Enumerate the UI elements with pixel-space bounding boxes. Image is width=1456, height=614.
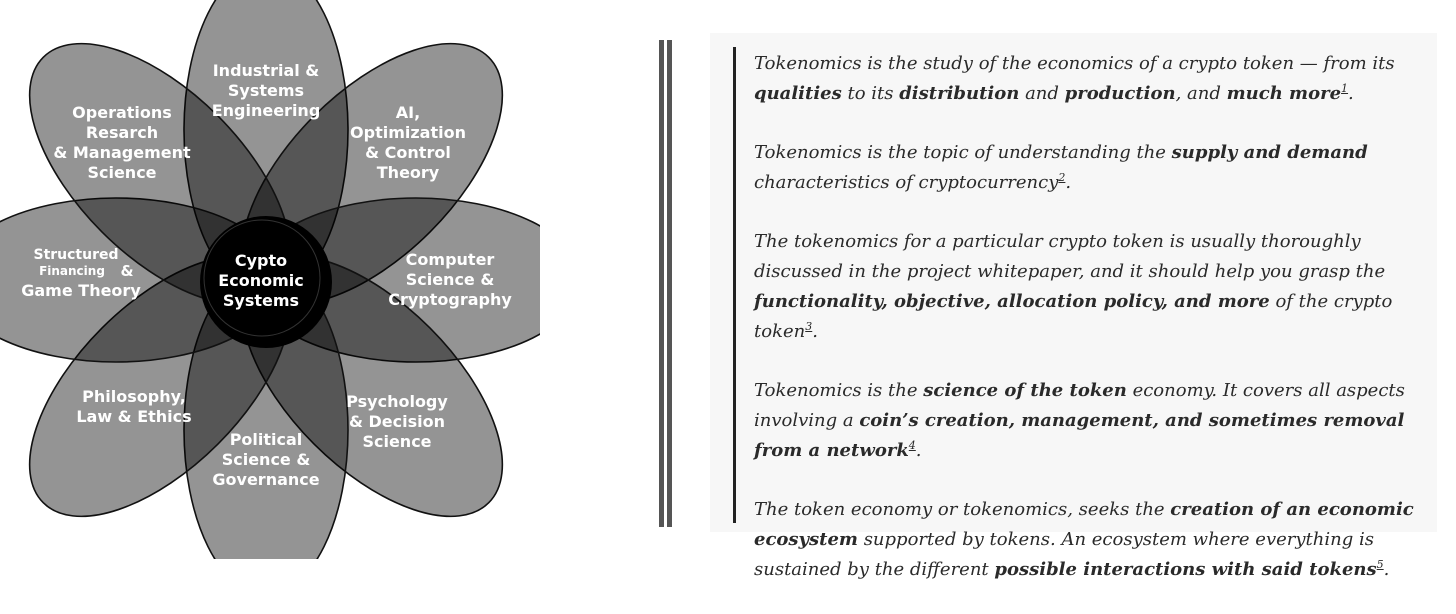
definition-text: The token economy or tokenomics, seeks the	[754, 499, 1171, 520]
emphasis-text: distribution	[899, 83, 1020, 104]
definition-5	[754, 495, 1424, 585]
emphasis-text: much more	[1226, 83, 1342, 104]
petal-label-8: Operations Resarch & Management Science	[53, 103, 191, 182]
definition-text: characteristics of cryptocurrency	[754, 172, 1059, 193]
definition-text: to its	[841, 83, 900, 104]
definition-text: of the crypto token	[754, 291, 1393, 342]
petal-label-3: Computer Science & Cryptography	[388, 250, 512, 309]
definition-4	[754, 376, 1424, 466]
petal-label-2: AI, Optimization & Control Theory	[350, 103, 466, 182]
petal-label-4: Psychology & Decision Science	[346, 392, 448, 451]
petal-label-6: Philosophy, Law & Ethics	[76, 387, 192, 426]
emphasis-text: coin’s creation, management, and sometimes removal from a network	[754, 410, 1405, 461]
definition-text: , and	[1175, 83, 1227, 104]
definition-3	[754, 227, 1424, 347]
definition-text: Tokenomics is the topic of understanding the	[754, 142, 1172, 163]
footnote-ref-link[interactable]: 5	[1376, 558, 1384, 571]
center-label: Cypto Economic Systems	[218, 251, 304, 310]
emphasis-text: qualities	[754, 83, 842, 104]
definition-2	[754, 138, 1424, 198]
emphasis-text: creation of an economic ecosystem	[754, 499, 1414, 550]
petal-label-7-line-3: &	[120, 262, 134, 280]
petal-label-5: Political Science & Governance	[212, 430, 320, 489]
quote-bar	[733, 47, 736, 523]
footnote-ref-link[interactable]: 1	[1341, 82, 1349, 95]
petal-label-7-line-1: Structured	[33, 247, 119, 263]
divider-line-left	[659, 40, 664, 527]
divider-line-right	[667, 40, 672, 527]
footnote-ref-link[interactable]: 2	[1058, 171, 1066, 184]
definition-period: .	[812, 321, 818, 342]
emphasis-text: science of the token	[923, 380, 1127, 401]
definitions-list	[754, 49, 1424, 614]
crypto-economic-systems-diagram	[0, 0, 540, 559]
definition-1	[754, 49, 1424, 109]
definition-period: .	[1065, 172, 1072, 193]
tokenomics-definitions-quote	[710, 33, 1437, 580]
definition-text: supported by tokens. An ecosystem where everything is sustained by the different	[754, 529, 1374, 580]
definition-text: The tokenomics for a particular crypto token is usually thoroughly discussed in the project whitepaper, and it should help you grasp the	[754, 231, 1386, 282]
petal-label-7-line-4: Game Theory	[21, 281, 141, 300]
emphasis-text: production	[1064, 83, 1176, 104]
definition-period: .	[915, 440, 922, 461]
definition-text: economy. It covers all aspects involving a	[754, 380, 1405, 431]
definition-period: .	[1348, 83, 1354, 104]
footnote-ref-link[interactable]: 4	[908, 439, 916, 452]
footnote-ref-link[interactable]: 3	[805, 320, 813, 333]
definition-text: Tokenomics is the study of the economics of a crypto token — from its	[754, 53, 1395, 74]
definition-period: .	[1383, 559, 1390, 580]
definition-text: Tokenomics is the	[754, 380, 924, 401]
emphasis-text: possible interactions with said tokens	[994, 559, 1377, 580]
emphasis-text: supply and demand	[1171, 142, 1368, 163]
petal-label-7-line-2: Financing	[39, 264, 105, 278]
petal-label-1: Industrial & Systems Engineering	[211, 61, 321, 120]
definition-text: and	[1019, 83, 1065, 104]
emphasis-text: functionality, objective, allocation policy, and more	[754, 291, 1270, 312]
